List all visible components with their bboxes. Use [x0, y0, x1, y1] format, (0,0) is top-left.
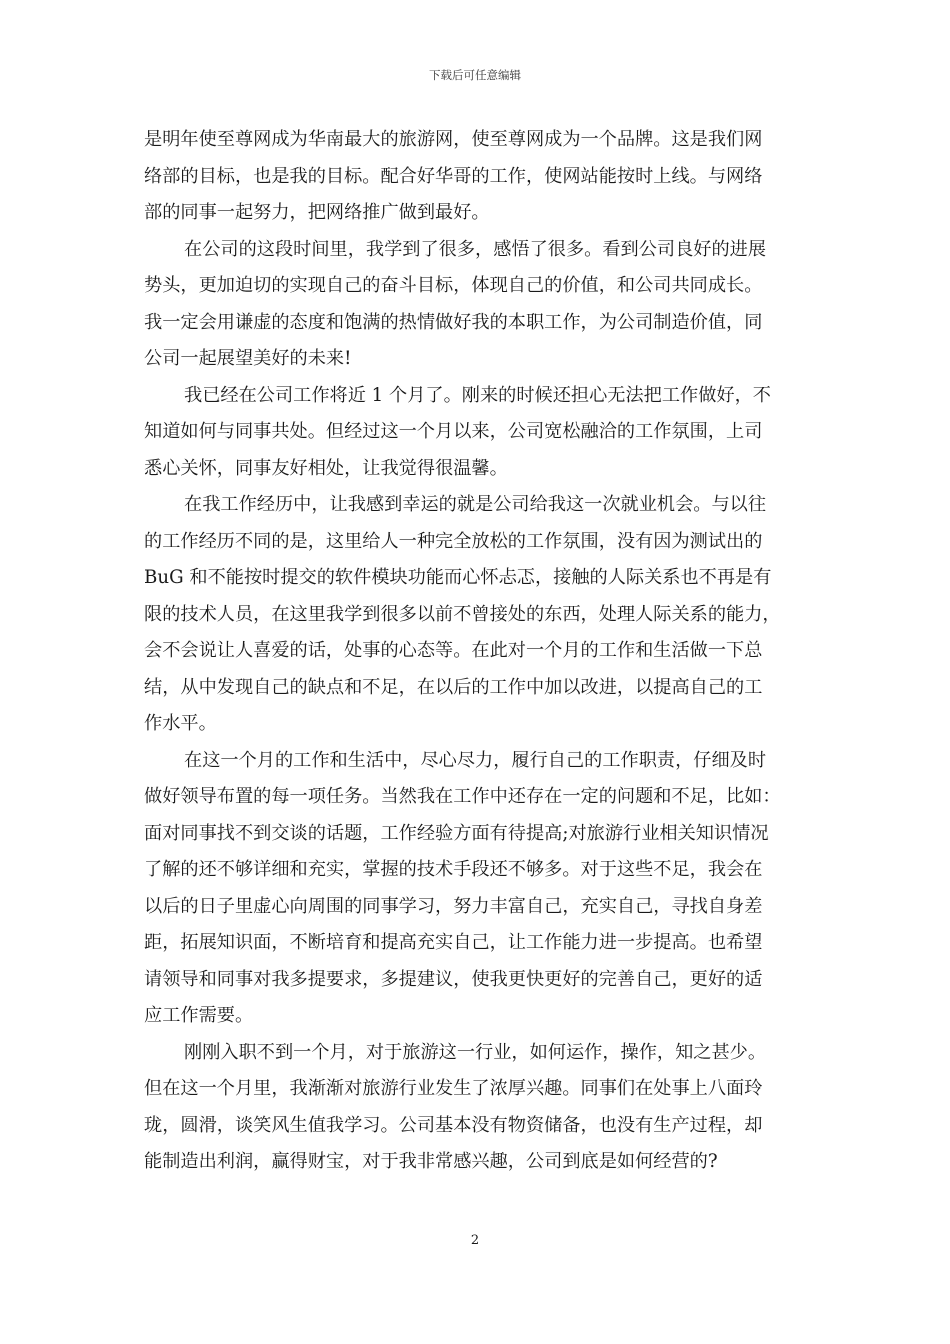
text-line: 但在这一个月里，我渐渐对旅游行业发生了浓厚兴趣。同事们在处事上八面玲	[144, 1078, 763, 1099]
download-note: 下载后可任意编辑	[429, 68, 521, 82]
paragraph-first-line: 刚刚入职不到一个月，对于旅游这一行业，如何运作，操作，知之甚少。	[184, 1041, 767, 1063]
text-line: 能制造出利润，赢得财宝，对于我非常感兴趣，公司到底是如何经营的?	[144, 1151, 718, 1172]
text-line: 了解的还不够详细和充实，掌握的技术手段还不够多。对于这些不足，我会在	[144, 859, 763, 880]
text-line: 是明年使至尊网成为华南最大的旅游网，使至尊网成为一个品牌。这是我们网	[144, 129, 763, 150]
paragraph-first-line: 我已经在公司工作将近 1 个月了。刚来的时候还担心无法把工作做好，不	[184, 384, 771, 406]
text-line: 结，从中发现自己的缺点和不足，在以后的工作中加以改进，以提高自己的工	[144, 676, 763, 698]
text-line: 会不会说让人喜爱的话，处事的心态等。在此对一个月的工作和生活做一下总	[144, 640, 763, 661]
page-number: 2	[470, 1233, 480, 1248]
text-line: 部的同事一起努力，把网络推广做到最好。	[144, 202, 490, 223]
text-line: 势头，更加迫切的实现自己的奋斗目标，体现自己的价值，和公司共同成长。	[144, 275, 763, 296]
paragraph-first-line: 在我工作经历中，让我感到幸运的就是公司给我这一次就业机会。与以往	[184, 494, 767, 515]
text-line: 请领导和同事对我多提要求，多提建议，使我更快更好的完善自己，更好的适	[144, 968, 763, 990]
text-line: 的工作经历不同的是，这里给人一种完全放松的工作氛围，没有因为测试出的	[144, 530, 763, 552]
body-text	[144, 122, 806, 1181]
text-line: 知道如何与同事共处。但经过这一个月以来，公司宽松融洽的工作氛围，上司	[144, 421, 763, 442]
text-line: 面对同事找不到交谈的话题，工作经验方面有待提高;对旅游行业相关知识情况	[144, 822, 769, 844]
text-line: 做好领导布置的每一项任务。当然我在工作中还存在一定的问题和不足，比如：	[144, 786, 781, 807]
paragraph-first-line: 在公司的这段时间里，我学到了很多，感悟了很多。看到公司良好的进展	[184, 238, 767, 260]
text-line: 应工作需要。	[144, 1005, 254, 1026]
text-line: 作水平。	[144, 713, 217, 734]
text-line: 公司一起展望美好的未来!	[144, 348, 352, 369]
text-line: 络部的目标，也是我的目标。配合好华哥的工作，使网站能按时上线。与网络	[144, 165, 763, 187]
text-line: 以后的日子里虚心向周围的同事学习，努力丰富自己，充实自己，寻找自身差	[144, 895, 763, 917]
text-line: 珑，圆滑，谈笑风生值我学习。公司基本没有物资储备，也没有生产过程，却	[144, 1114, 763, 1136]
paragraph-first-line: 在这一个月的工作和生活中，尽心尽力，履行自己的工作职责，仔细及时	[184, 749, 767, 771]
text-line: 距，拓展知识面，不断培育和提高充实自己，让工作能力进一步提高。也希望	[144, 932, 763, 953]
text-line: 限的技术人员，在这里我学到很多以前不曾接处的东西，处理人际关系的能力，	[144, 603, 781, 625]
text-line: 悉心关怀，同事友好相处，让我觉得很温馨。	[144, 457, 508, 479]
text-line: BuG 和不能按时提交的软件模块功能而心怀忐忑，接触的人际关系也不再是有	[144, 567, 772, 588]
text-line: 我一定会用谦虚的态度和饱满的热情做好我的本职工作，为公司制造价值，同	[144, 311, 763, 333]
